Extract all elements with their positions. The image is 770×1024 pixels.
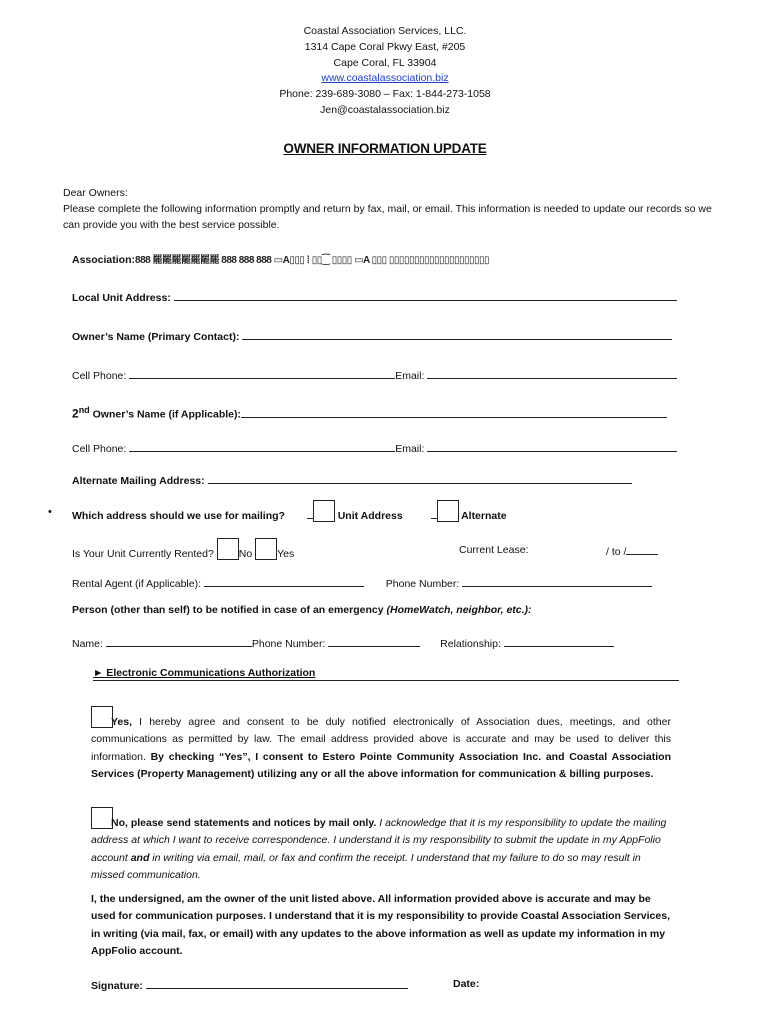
company-address-line-1: 1314 Cape Coral Pkwy East, #205: [304, 40, 466, 53]
email-field[interactable]: [427, 368, 677, 379]
cell-phone-field[interactable]: [129, 368, 395, 379]
bullet-icon: •: [48, 506, 52, 518]
emergency-phone-label: Phone Number:: [251, 638, 326, 650]
consent-yes-bold: By checking “Yes”, I consent to Estero Pointe Community Association Inc. and Coastal Association Services (Property Management) utilizing any or all the above information for communication & billing purposes.: [91, 750, 671, 780]
association-value: 888 罷罷罷罷罷罷罷 888 888 888 ▭A▯▯▯ ⁞ ▯▯⁐ ▯▯▯▯ ▭A ▯▯▯ ▯▯▯▯▯▯▯▯▯▯▯▯▯▯▯▯▯▯▯▯: [135, 255, 489, 266]
unit-address-checkbox[interactable]: [313, 500, 335, 522]
emergency-label: Person (other than self) to be notified in case of an emergency: [72, 604, 384, 616]
intro-body: Please complete the following information promptly and return by fax, mail, or email. This information is needed to update our records so we can provide you with the best service possible.: [63, 203, 712, 231]
owner-name-field[interactable]: [242, 329, 672, 340]
contact-row-2: [72, 441, 677, 455]
company-website-link[interactable]: www.coastalassociation.biz: [321, 72, 449, 85]
local-unit-label: Local Unit Address:: [72, 292, 171, 304]
signature-row: [91, 978, 408, 992]
consent-no-text-2: in writing via email, mail, or fax and confirm the receipt. I understand that my failure to do so may result in missed communication.: [91, 851, 641, 881]
document-title: OWNER INFORMATION UPDATE: [283, 141, 487, 156]
consent-no-checkbox[interactable]: [91, 807, 113, 829]
rental-agent-phone-field[interactable]: [462, 576, 652, 587]
consent-yes-text: I hereby agree and consent to be duly notified electronically of Association dues, meetings, and other communications as permitted by law. The email address provided above is accurate and may be used to deliver this information.: [91, 716, 671, 763]
rented-yes-option: Yes: [277, 548, 295, 560]
email-label: Email:: [395, 370, 425, 382]
emergency-contact-row: [72, 636, 614, 650]
local-unit-row: [72, 290, 677, 304]
alt-mailing-label: Alternate Mailing Address:: [72, 475, 205, 487]
rented-no-checkbox[interactable]: [217, 538, 239, 560]
rental-agent-phone-label: Phone Number:: [385, 578, 460, 590]
relationship-field[interactable]: [504, 636, 614, 647]
mailing-choice-row: [72, 500, 507, 522]
lease-end-field[interactable]: [626, 544, 658, 555]
consent-no-paragraph: [91, 807, 671, 884]
emergency-name-field[interactable]: [106, 636, 252, 647]
alt-mailing-field[interactable]: [208, 473, 632, 484]
current-lease-label: Current Lease:: [459, 544, 529, 556]
consent-yes-paragraph: [91, 706, 671, 783]
company-name: Coastal Association Services, LLC.: [303, 25, 467, 37]
emergency-phone-field[interactable]: [328, 636, 420, 647]
signature-field[interactable]: [146, 978, 408, 989]
date-row: [453, 978, 479, 990]
company-phone-fax: Phone: 239-689-3080 – Fax: 1-844-273-1058: [279, 88, 491, 101]
email-field-2[interactable]: [427, 441, 677, 452]
certification-paragraph: I, the undersigned, am the owner of the unit listed above. All information provided above is accurate and may be used for communication purposes. I understand that it is my responsibility to provide Coastal Association Services, in writing (via mail, fax, or email) with any updates to the above information as well as update my information in my AppFolio account.: [91, 893, 670, 957]
local-unit-field[interactable]: [174, 290, 677, 301]
alt-mailing-row: [72, 473, 632, 487]
rented-yes-checkbox[interactable]: [255, 538, 277, 560]
consent-no-text-1: I acknowledge that it is my responsibility to update the mailing address at which I want to receive correspondence. I understand it is my responsibility to submit the update in my AppFolio account: [91, 817, 667, 864]
letterhead: [0, 24, 770, 119]
unit-address-option: Unit Address: [337, 510, 403, 522]
signature-label: Signature:: [91, 980, 143, 992]
rented-row: [72, 538, 294, 560]
mailing-question: Which address should we use for mailing?: [72, 510, 285, 522]
consent-yes-lead: Yes,: [111, 716, 133, 728]
alternate-checkbox[interactable]: [437, 500, 459, 522]
owner-name-label: Owner’s Name (Primary Contact):: [72, 331, 240, 343]
electronic-heading: ► Electronic Communications Authorization: [93, 667, 679, 681]
second-owner-number: 2: [72, 406, 79, 421]
date-label: Date:: [453, 978, 480, 990]
company-address-line-2: Cape Coral, FL 33904: [333, 56, 437, 69]
association-row: [72, 251, 489, 266]
rental-agent-field[interactable]: [204, 576, 364, 587]
emergency-name-label: Name:: [72, 638, 103, 650]
association-label: Association:: [72, 254, 136, 266]
emergency-row: [72, 604, 532, 616]
lease-dates[interactable]: [606, 544, 658, 558]
salutation: Dear Owners:: [63, 187, 128, 199]
rented-no-option: No: [238, 548, 253, 560]
cell-phone-label: Cell Phone:: [72, 370, 127, 382]
cell-phone-field-2[interactable]: [129, 441, 395, 452]
lease-date-separator: / to /: [606, 546, 627, 558]
alternate-option: Alternate: [461, 510, 507, 522]
rental-agent-row: [72, 576, 652, 590]
company-email: Jen@coastalassociation.biz: [320, 103, 450, 116]
second-owner-row: [72, 405, 667, 421]
cell-phone-label-2: Cell Phone:: [72, 443, 127, 455]
rental-agent-label: Rental Agent (if Applicable):: [72, 578, 201, 590]
second-owner-label: Owner’s Name (if Applicable):: [89, 408, 241, 421]
consent-no-and: and: [130, 851, 150, 864]
second-owner-field[interactable]: [241, 407, 667, 418]
relationship-label: Relationship:: [440, 638, 501, 650]
consent-yes-checkbox[interactable]: [91, 706, 113, 728]
second-owner-suffix: nd: [78, 405, 90, 415]
email-label-2: Email:: [395, 443, 425, 455]
consent-no-lead: No, please send statements and notices by mail only.: [111, 817, 377, 829]
emergency-hint: (HomeWatch, neighbor, etc.):: [386, 604, 532, 616]
current-lease-row: [459, 544, 528, 556]
intro-text: [63, 185, 723, 233]
contact-row-1: [72, 368, 677, 382]
rented-question: Is Your Unit Currently Rented?: [72, 548, 214, 560]
owner-name-row: [72, 329, 672, 343]
